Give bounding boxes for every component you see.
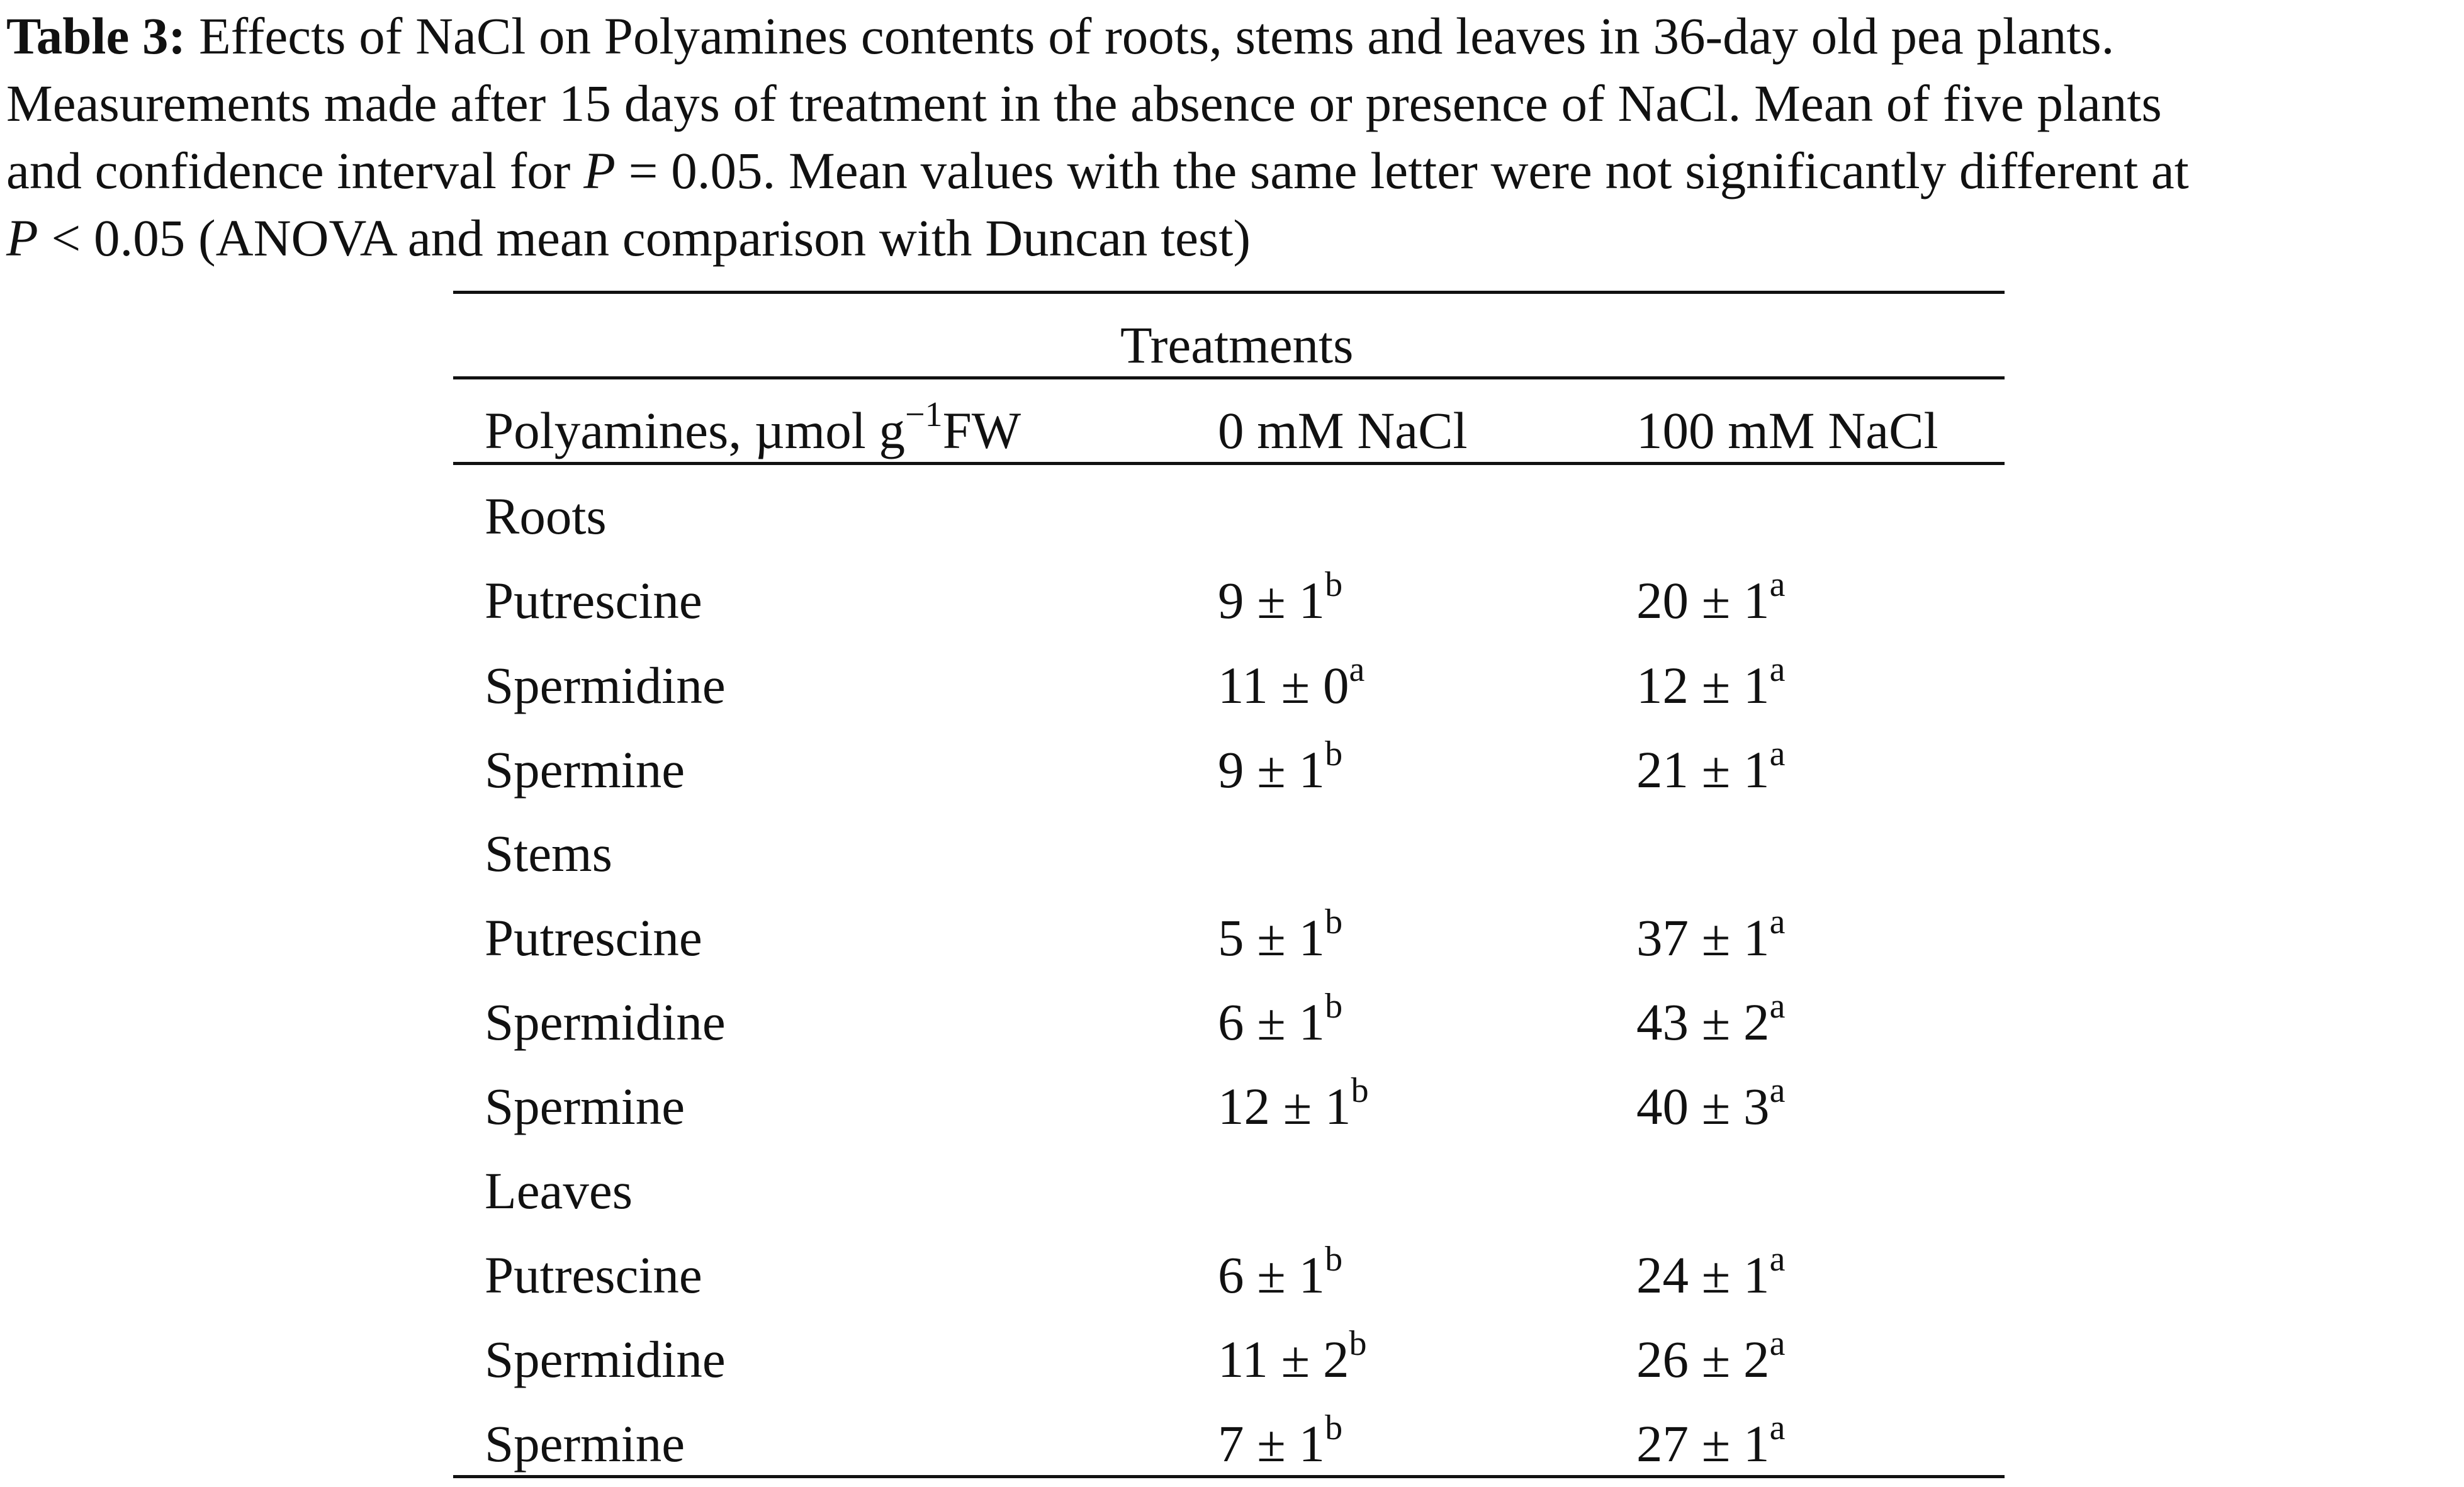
caption-p-symbol-1: P bbox=[583, 142, 616, 199]
cell-100mm: $20 \pm 1^a$ bbox=[1636, 565, 1786, 629]
row-label: Spermine bbox=[485, 1415, 685, 1473]
caption-text-3a: and confidence interval for bbox=[6, 142, 584, 199]
cell-100mm: $12 \pm 1^a$ bbox=[1636, 650, 1786, 714]
cell-0mm: $9 \pm 1^b$ bbox=[1218, 565, 1343, 629]
cell-100mm: $24 \pm 1^a$ bbox=[1636, 1240, 1786, 1304]
header-bottom-rule bbox=[453, 462, 2005, 465]
table-bottom-rule bbox=[453, 1475, 2005, 1478]
caption-line-1 bbox=[6, 3, 2458, 70]
row-label: Spermine bbox=[485, 741, 685, 799]
treatments-header: Treatments bbox=[1120, 316, 1354, 374]
cell-100mm: $27 \pm 1^a$ bbox=[1636, 1408, 1786, 1473]
column-header-unit: FW bbox=[942, 401, 1021, 459]
cell-100mm: $26 \pm 2^a$ bbox=[1636, 1324, 1786, 1388]
cell-0mm: $6 \pm 1^b$ bbox=[1218, 1240, 1343, 1304]
caption-text-2: Measurements made after 15 days of treatment in the absence or presence of NaCl. Mean of five plants bbox=[6, 74, 2162, 132]
row-label: Putrescine bbox=[485, 1246, 702, 1304]
caption-text-1: Effects of NaCl on Polyamines contents of roots, stems and leaves in 36-day old pea plants. bbox=[198, 7, 2115, 65]
row-label: Spermidine bbox=[485, 1330, 726, 1388]
cell-100mm: $40 \pm 3^a$ bbox=[1636, 1071, 1786, 1135]
caption-text-3b: = 0.05. Mean values with the same letter were not significantly different at bbox=[615, 142, 2189, 199]
cell-100mm: $37 \pm 1^a$ bbox=[1636, 902, 1786, 967]
cell-0mm: $12 \pm 1^b$ bbox=[1218, 1071, 1369, 1135]
row-label: Spermidine bbox=[485, 993, 726, 1051]
column-header-100mm: 100 mM NaCl bbox=[1636, 401, 1938, 459]
column-header-sup: −1 bbox=[905, 395, 943, 435]
cell-0mm: $7 \pm 1^b$ bbox=[1218, 1408, 1343, 1473]
column-header-label: Polyamines, µmol g bbox=[485, 401, 906, 459]
table-caption bbox=[6, 3, 2458, 272]
table-top-rule bbox=[453, 291, 2005, 294]
cell-0mm: $11 \pm 2^b$ bbox=[1218, 1324, 1367, 1388]
caption-label: Table 3: bbox=[6, 7, 186, 65]
caption-line-3 bbox=[6, 137, 2458, 205]
column-header-0mm: 0 mM NaCl bbox=[1218, 401, 1468, 459]
cell-0mm: $6 \pm 1^b$ bbox=[1218, 987, 1343, 1051]
treatments-rule bbox=[453, 376, 2005, 379]
section-leaves: Leaves bbox=[485, 1162, 633, 1220]
column-header-polyamines bbox=[485, 395, 1021, 462]
section-stems: Stems bbox=[485, 824, 612, 882]
cell-0mm: $5 \pm 1^b$ bbox=[1218, 902, 1343, 967]
caption-text-4: < 0.05 (ANOVA and mean comparison with Duncan test) bbox=[38, 209, 1251, 267]
caption-line-4 bbox=[6, 205, 2458, 272]
cell-0mm: $9 \pm 1^b$ bbox=[1218, 734, 1343, 799]
row-label: Spermine bbox=[485, 1077, 685, 1135]
section-roots: Roots bbox=[485, 487, 607, 545]
row-label: Spermidine bbox=[485, 656, 726, 714]
cell-100mm: $43 \pm 2^a$ bbox=[1636, 987, 1786, 1051]
row-label: Putrescine bbox=[485, 909, 702, 967]
row-label: Putrescine bbox=[485, 571, 702, 629]
caption-line-2 bbox=[6, 70, 2458, 137]
cell-0mm: $11 \pm 0^a$ bbox=[1218, 650, 1365, 714]
caption-p-symbol-2: P bbox=[6, 209, 38, 267]
cell-100mm: $21 \pm 1^a$ bbox=[1636, 734, 1786, 799]
